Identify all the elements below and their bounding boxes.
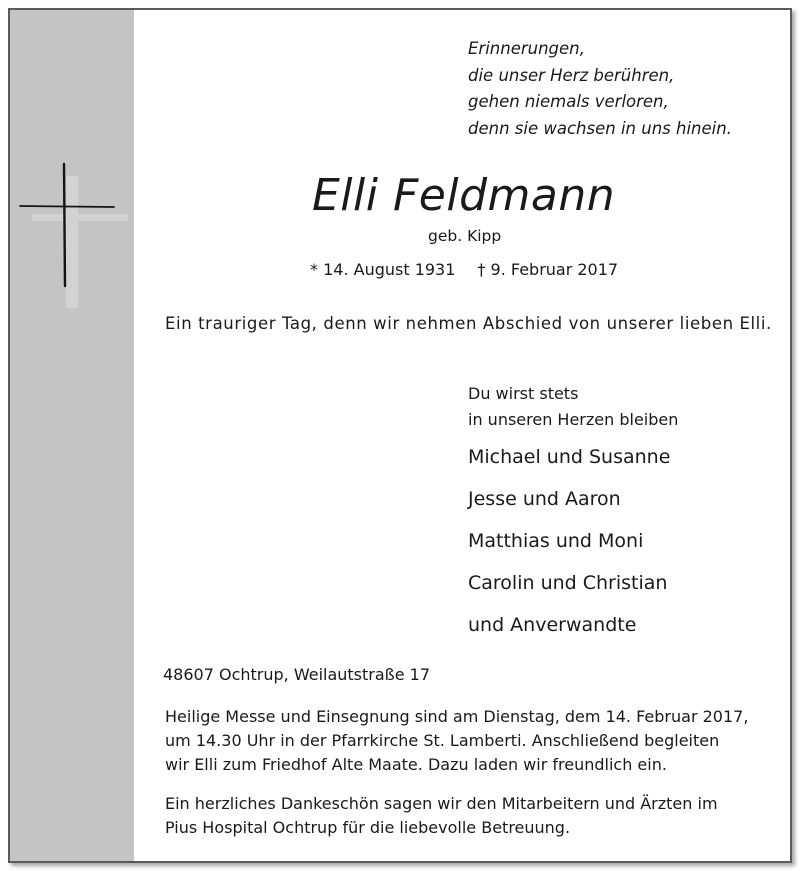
poem-line: gehen niemals verloren, <box>468 92 669 111</box>
motto-line: in unseren Herzen bleiben <box>468 410 679 429</box>
side-band <box>10 10 134 861</box>
thanks-line: Ein herzliches Dankeschön sagen wir den Mitarbeitern und Ärzten im <box>165 794 718 813</box>
motto <box>468 381 678 433</box>
maiden-name: geb. Kipp <box>428 227 502 245</box>
mourner-item: Matthias und Moni <box>468 530 644 552</box>
service-line: um 14.30 Uhr in der Pfarrkirche St. Lamberti. Anschließend begleiten <box>165 731 720 750</box>
mourner-item: und Anverwandte <box>468 614 637 636</box>
poem-line: Erinnerungen, <box>468 39 585 58</box>
service-info <box>165 705 748 777</box>
death-date: † 9. Februar 2017 <box>477 260 619 279</box>
cross-icon <box>14 158 134 308</box>
mourner-item: Carolin und Christian <box>468 572 668 594</box>
mourner-item: Jesse und Aaron <box>468 488 621 510</box>
service-line: Heilige Messe und Einsegnung sind am Dienstag, dem 14. Februar 2017, <box>165 707 749 726</box>
birth-date: * 14. August 1931 <box>310 260 456 279</box>
poem-line: denn sie wachsen in uns hinein. <box>468 118 732 138</box>
thanks-line: Pius Hospital Ochtrup für die liebevolle Betreuung. <box>165 818 571 837</box>
motto-line: Du wirst stets <box>468 384 579 403</box>
poem-line: die unser Herz berühren, <box>468 65 675 85</box>
mourner-item: Michael und Susanne <box>468 446 671 468</box>
life-dates <box>310 260 618 279</box>
service-line: wir Elli zum Friedhof Alte Maate. Dazu laden wir freundlich ein. <box>165 755 667 774</box>
poem <box>468 36 732 142</box>
farewell-text: Ein trauriger Tag, denn wir nehmen Abschied von unserer lieben Elli. <box>165 314 772 333</box>
thanks-note <box>165 792 718 840</box>
address: 48607 Ochtrup, Weilautstraße 17 <box>163 665 431 684</box>
deceased-name: Elli Feldmann <box>312 170 616 221</box>
